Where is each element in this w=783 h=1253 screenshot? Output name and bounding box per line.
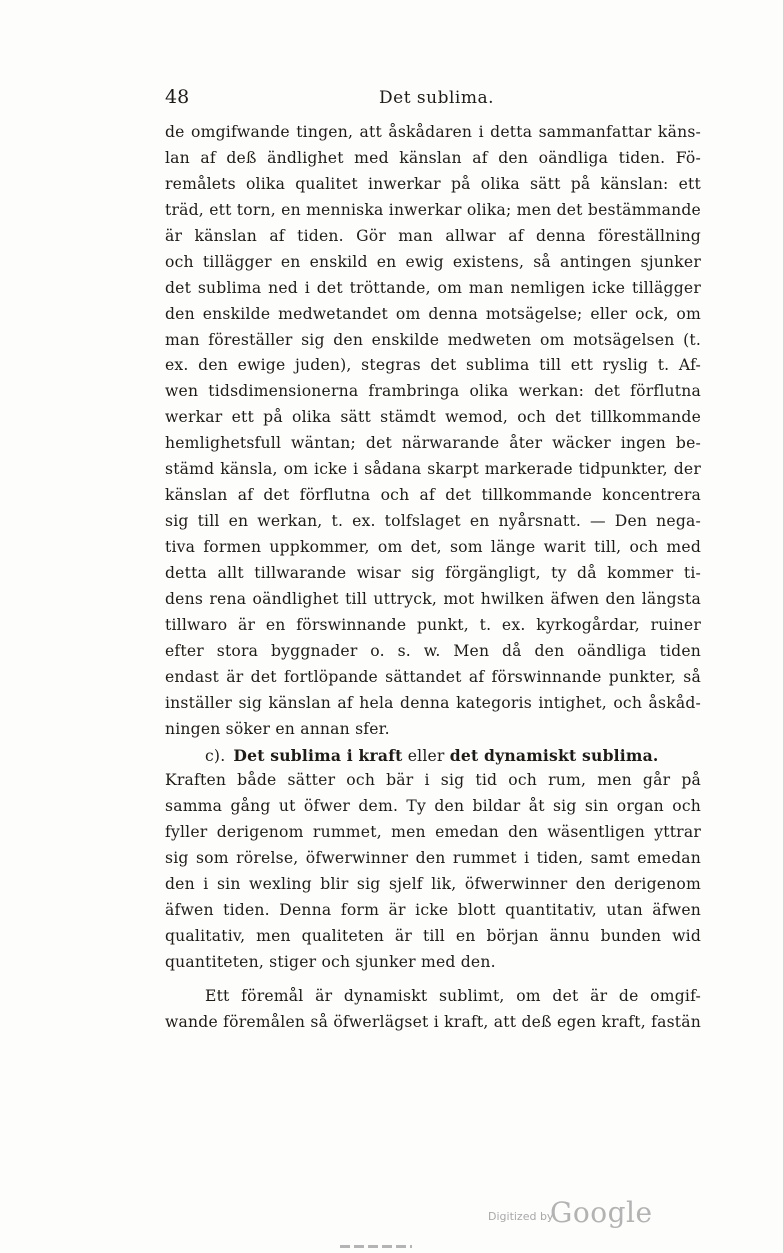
body-text bbox=[165, 120, 701, 1036]
text-line: Kraften både sätter och bär i sig tid och rum, men går på bbox=[165, 771, 701, 790]
text-line: Ett föremål är dynamiskt sublimt, om det är de omgif- bbox=[205, 986, 701, 1005]
page-number: 48 bbox=[165, 86, 190, 108]
running-head: Det sublima. bbox=[379, 88, 495, 108]
section-title-connector: eller bbox=[402, 746, 450, 765]
paragraph-3 bbox=[165, 984, 701, 1036]
paragraph-gap bbox=[165, 976, 701, 984]
text-line: endast är det fortlöpande sättandet af förswinnande punkter, så bbox=[165, 667, 701, 686]
text-line: äfwen tiden. Denna form är icke blott quantitativ, utan äfwen bbox=[165, 901, 701, 920]
text-line: träd, ett torn, en menniska inwerkar olika; men det bestämmande bbox=[165, 200, 701, 219]
text-line: samma gång ut öfwer dem. Ty den bildar åt sig sin organ och bbox=[165, 797, 701, 816]
paragraph-2 bbox=[165, 768, 701, 976]
text-line: tiva formen uppkommer, om det, som länge warit till, och med bbox=[165, 538, 701, 556]
page-header bbox=[165, 86, 701, 116]
text-line: stämd känsla, om icke i sådana skarpt markerade tidpunkter, der bbox=[165, 460, 701, 479]
text-line: känslan af det förflutna och af det tillkommande koncentrera bbox=[165, 486, 701, 505]
text-line: detta allt tillwarande wisar sig förgängligt, ty då kommer ti- bbox=[165, 563, 701, 582]
text-line: är känslan af tiden. Gör man allwar af denna föreställning bbox=[165, 226, 701, 245]
text-line: det sublima ned i det tröttande, om man nemligen icke tillägger bbox=[165, 278, 701, 297]
text-line: sig till en werkan, t. ex. tolfslaget en nyårsnatt. — Den nega- bbox=[165, 512, 701, 531]
text-line: wen tidsdimensionerna frambringa olika werkan: det förflutna bbox=[165, 382, 701, 401]
google-logo: Google bbox=[550, 1196, 653, 1229]
text-line: fyller derigenom rummet, men emedan den wäsentligen yttrar bbox=[165, 823, 701, 842]
text-line: lan af deß ändlighet med känslan af den oändliga tiden. Fö- bbox=[165, 148, 701, 167]
text-line: ningen söker en annan sfer. bbox=[165, 719, 390, 738]
text-line: quantiteten, stiger och sjunker med den. bbox=[165, 953, 496, 971]
text-line: werkar ett på olika sätt stämdt wemod, och det tillkommande bbox=[165, 408, 701, 427]
text-line: och tillägger en enskild en ewig existens, så antingen sjunker bbox=[165, 252, 701, 271]
paragraph-1 bbox=[165, 120, 701, 743]
text-line: wande föremålen så öfwerlägset i kraft, att deß egen kraft, fastän bbox=[165, 1012, 701, 1031]
digitized-by-text: Digitized by bbox=[488, 1210, 554, 1223]
section-title-part-1: Det sublima i kraft bbox=[233, 745, 403, 765]
text-line: den i sin wexling blir sig sjelf lik, öfwerwinner den derigenom bbox=[165, 875, 701, 894]
text-line: qualitativ, men qualiteten är till en början ännu bunden wid bbox=[165, 927, 701, 946]
section-heading-c bbox=[165, 743, 701, 769]
text-line: remålets olika qualitet inwerkar på olika sätt på känslan: ett bbox=[165, 174, 701, 193]
text-line: hemlighetsfull wäntan; det närwarande åter wäcker ingen be- bbox=[165, 434, 701, 453]
text-line: efter stora byggnader o. s. w. Men då den oändliga tiden bbox=[165, 641, 701, 660]
digitized-watermark bbox=[488, 1196, 658, 1230]
text-line: man föreställer sig den enskilde medweten om motsägelsen (t. bbox=[165, 330, 701, 349]
text-line: sig som rörelse, öfwerwinner den rummet i tiden, samt emedan bbox=[165, 849, 701, 868]
text-line: ex. den ewige juden), stegras det sublima till ett ryslig t. Af- bbox=[165, 356, 701, 375]
text-line: den enskilde medwetandet om denna motsägelse; eller ock, om bbox=[165, 304, 701, 323]
text-line: dens rena oändlighet till uttryck, mot hwilken äfwen den längsta bbox=[165, 589, 701, 608]
scan-artifact-line bbox=[340, 1245, 412, 1248]
section-label: c). bbox=[205, 746, 226, 765]
text-line: inställer sig känslan af hela denna kategoris intighet, och åskåd- bbox=[165, 693, 701, 712]
section-title-part-2: det dynamiskt sublima. bbox=[449, 745, 659, 765]
text-line: de omgifwande tingen, att åskådaren i detta sammanfattar käns- bbox=[165, 123, 701, 141]
text-line: tillwaro är en förswinnande punkt, t. ex. kyrkogårdar, ruiner bbox=[165, 615, 701, 634]
